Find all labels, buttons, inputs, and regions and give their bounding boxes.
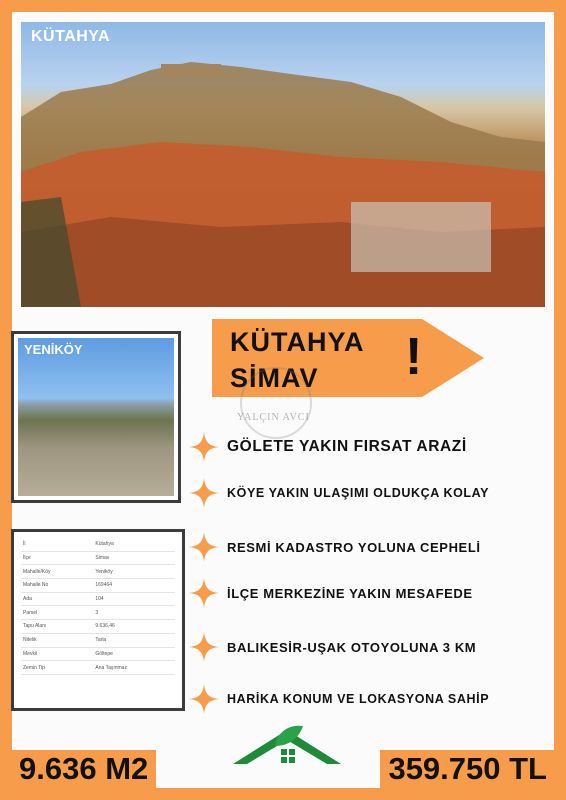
feature-text: BALIKESİR-UŞAK OTOYOLUNA 3 KM (227, 639, 477, 655)
feature-item (189, 632, 476, 662)
land-area: 9.636 M2 (11, 750, 156, 788)
feature-item (189, 684, 489, 714)
row-value: Kütahya (93, 538, 175, 551)
feature-item (189, 478, 489, 508)
table-row (21, 661, 175, 675)
row-key: İlçe (21, 551, 93, 565)
price: 359.750 TL (380, 750, 555, 788)
row-key: Mevkii (21, 647, 93, 661)
feature-text: RESMİ KADASTRO YOLUNA CEPHELİ (227, 539, 481, 555)
feature-text: KÖYE YAKIN ULAŞIMI OLDUKÇA KOLAY (227, 486, 490, 500)
row-value: Tarla (93, 633, 175, 647)
table-row (21, 565, 175, 579)
table-row (21, 606, 175, 620)
hero-label: KÜTAHYA (31, 28, 111, 45)
village-photo-card (11, 331, 181, 503)
sparkle-icon (189, 578, 219, 608)
row-value: 9.636,46 (93, 620, 175, 634)
sparkle-icon (189, 632, 219, 662)
sparkle-icon (189, 432, 219, 462)
feature-text: İLÇE MERKEZİNE YAKIN MESAFEDE (227, 585, 473, 601)
table-row (21, 592, 175, 606)
row-key: Parsel (21, 606, 93, 620)
table-row (21, 551, 175, 565)
row-value: Yeniköy (93, 565, 175, 579)
parcel-info-card (11, 529, 185, 711)
row-value: 3 (93, 606, 175, 620)
table-row (21, 633, 175, 647)
exclamation-icon: ! (405, 328, 423, 386)
row-key: İl (21, 538, 93, 551)
parcel-info-table (21, 538, 175, 675)
row-key: Nitelik (21, 633, 93, 647)
row-key: Zemin Tip (21, 661, 93, 675)
watermark-circle (240, 367, 312, 439)
row-value: 169464 (93, 579, 175, 593)
house-logo (227, 716, 347, 776)
sparkle-icon (189, 684, 219, 714)
table-row (21, 579, 175, 593)
banner-city: KÜTAHYA (230, 327, 365, 357)
feature-item (189, 432, 467, 462)
feature-text: HARİKA KONUM VE LOKASYONA SAHİP (227, 692, 490, 706)
watermark-text: YALÇIN AVCI (237, 412, 310, 423)
row-key: Mahalle No (21, 579, 93, 593)
feature-item (189, 532, 481, 562)
table-row (21, 647, 175, 661)
row-value: Simav (93, 551, 175, 565)
row-key: Ada (21, 592, 93, 606)
feature-text: GÖLETE YAKIN FIRSAT ARAZİ (227, 438, 467, 455)
row-value: Ana Taşınmaz (93, 661, 175, 675)
village-label: YENİKÖY (24, 342, 83, 357)
table-row (21, 538, 175, 551)
row-key: Tapu Alanı (21, 620, 93, 634)
sparkle-icon (189, 478, 219, 508)
village-photo (18, 338, 174, 496)
row-value: 104 (93, 592, 175, 606)
feature-item (189, 578, 473, 608)
sparkle-icon (189, 532, 219, 562)
table-row (21, 620, 175, 634)
banner-district: SİMAV (230, 363, 319, 393)
kutahya-city-photo (21, 22, 545, 307)
row-value: Göltepe (93, 647, 175, 661)
row-key: Mahalle/Köy (21, 565, 93, 579)
